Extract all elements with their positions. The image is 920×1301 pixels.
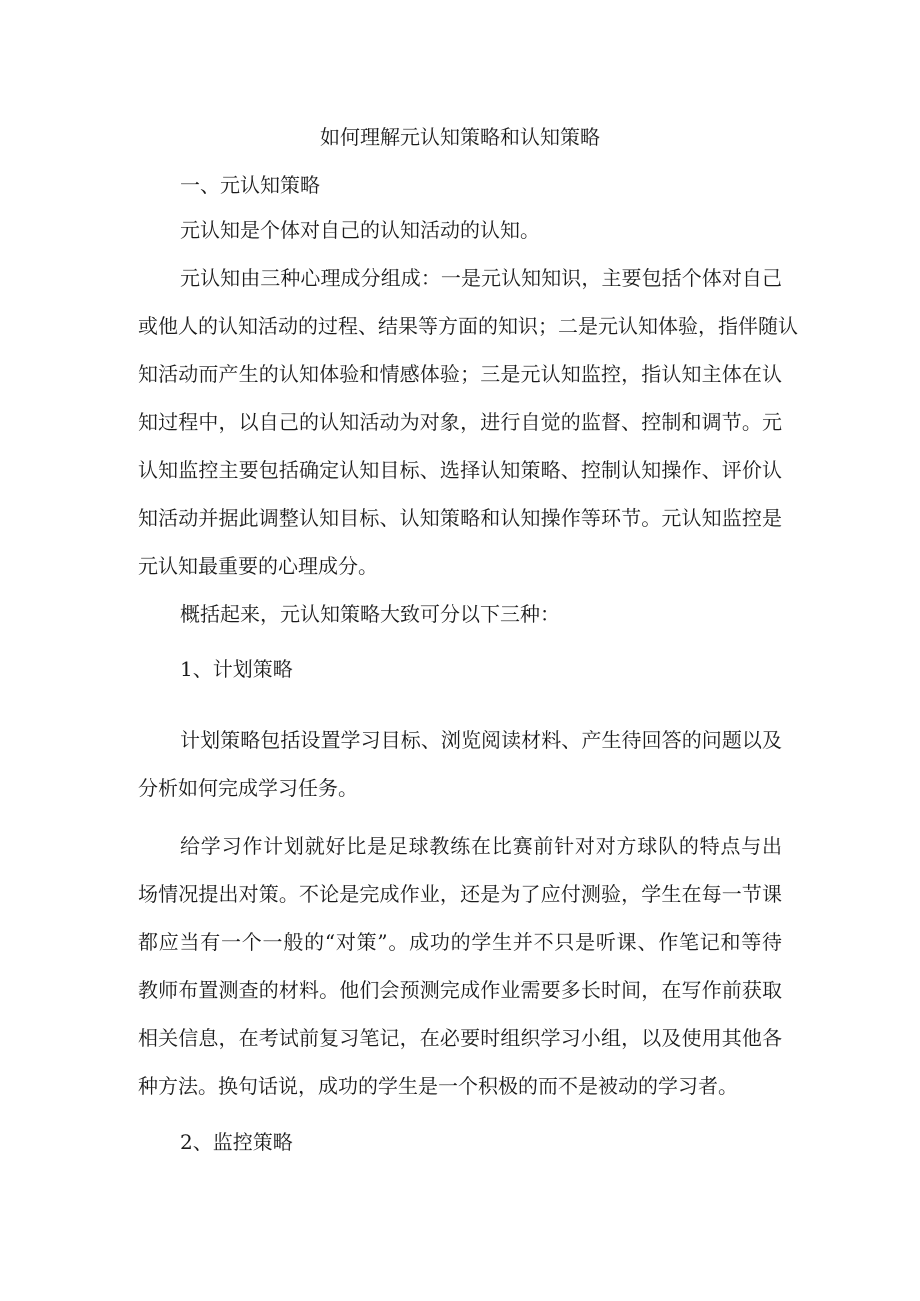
paragraph-line: 种方法。换句话说，成功的学生是一个积极的而不是被动的学习者。 — [138, 1074, 738, 1098]
paragraph-line: 知活动而产生的认知体验和情感体验；三是元认知监控，指认知主体在认 — [138, 362, 782, 386]
paragraph-line: 场情况提出对策。不论是完成作业，还是为了应付测验，学生在每一节课 — [138, 882, 782, 906]
paragraph-three-strategies-intro: 概括起来，元认知策略大致可分以下三种： — [180, 602, 560, 626]
paragraph-line: 认知监控主要包括确定认知目标、选择认知策略、控制认知操作、评价认 — [138, 458, 782, 482]
document-title: 如何理解元认知策略和认知策略 — [320, 125, 600, 149]
section-heading-metacognitive-strategy: 一、元认知策略 — [180, 173, 320, 197]
paragraph-line: 知过程中，以自己的认知活动为对象，进行自觉的监督、控制和调节。元 — [138, 410, 782, 434]
paragraph-line: 给学习作计划就好比是足球教练在比赛前针对对方球队的特点与出 — [180, 834, 782, 858]
paragraph-line: 元认知最重要的心理成分。 — [138, 554, 378, 578]
paragraph-line: 相关信息，在考试前复习笔记，在必要时组织学习小组，以及使用其他各 — [138, 1026, 782, 1050]
paragraph-line: 都应当有一个一般的“对策”。成功的学生并不只是听课、作笔记和等待 — [138, 930, 782, 954]
paragraph-line: 或他人的认知活动的过程、结果等方面的知识；二是元认知体验，指伴随认 — [138, 314, 798, 338]
subheading-monitoring-strategy: 2、监控策略 — [180, 1130, 293, 1154]
paragraph-line: 计划策略包括设置学习目标、浏览阅读材料、产生待回答的问题以及 — [180, 728, 782, 752]
paragraph-line: 知活动并据此调整认知目标、认知策略和认知操作等环节。元认知监控是 — [138, 506, 782, 530]
paragraph-metacognition-definition: 元认知是个体对自己的认知活动的认知。 — [180, 218, 540, 242]
subheading-planning-strategy: 1、计划策略 — [180, 657, 293, 681]
paragraph-line: 元认知由三种心理成分组成：一是元认知知识，主要包括个体对自己 — [180, 266, 782, 290]
paragraph-line: 教师布置测查的材料。他们会预测完成作业需要多长时间，在写作前获取 — [138, 978, 782, 1002]
paragraph-line: 分析如何完成学习任务。 — [138, 776, 358, 800]
